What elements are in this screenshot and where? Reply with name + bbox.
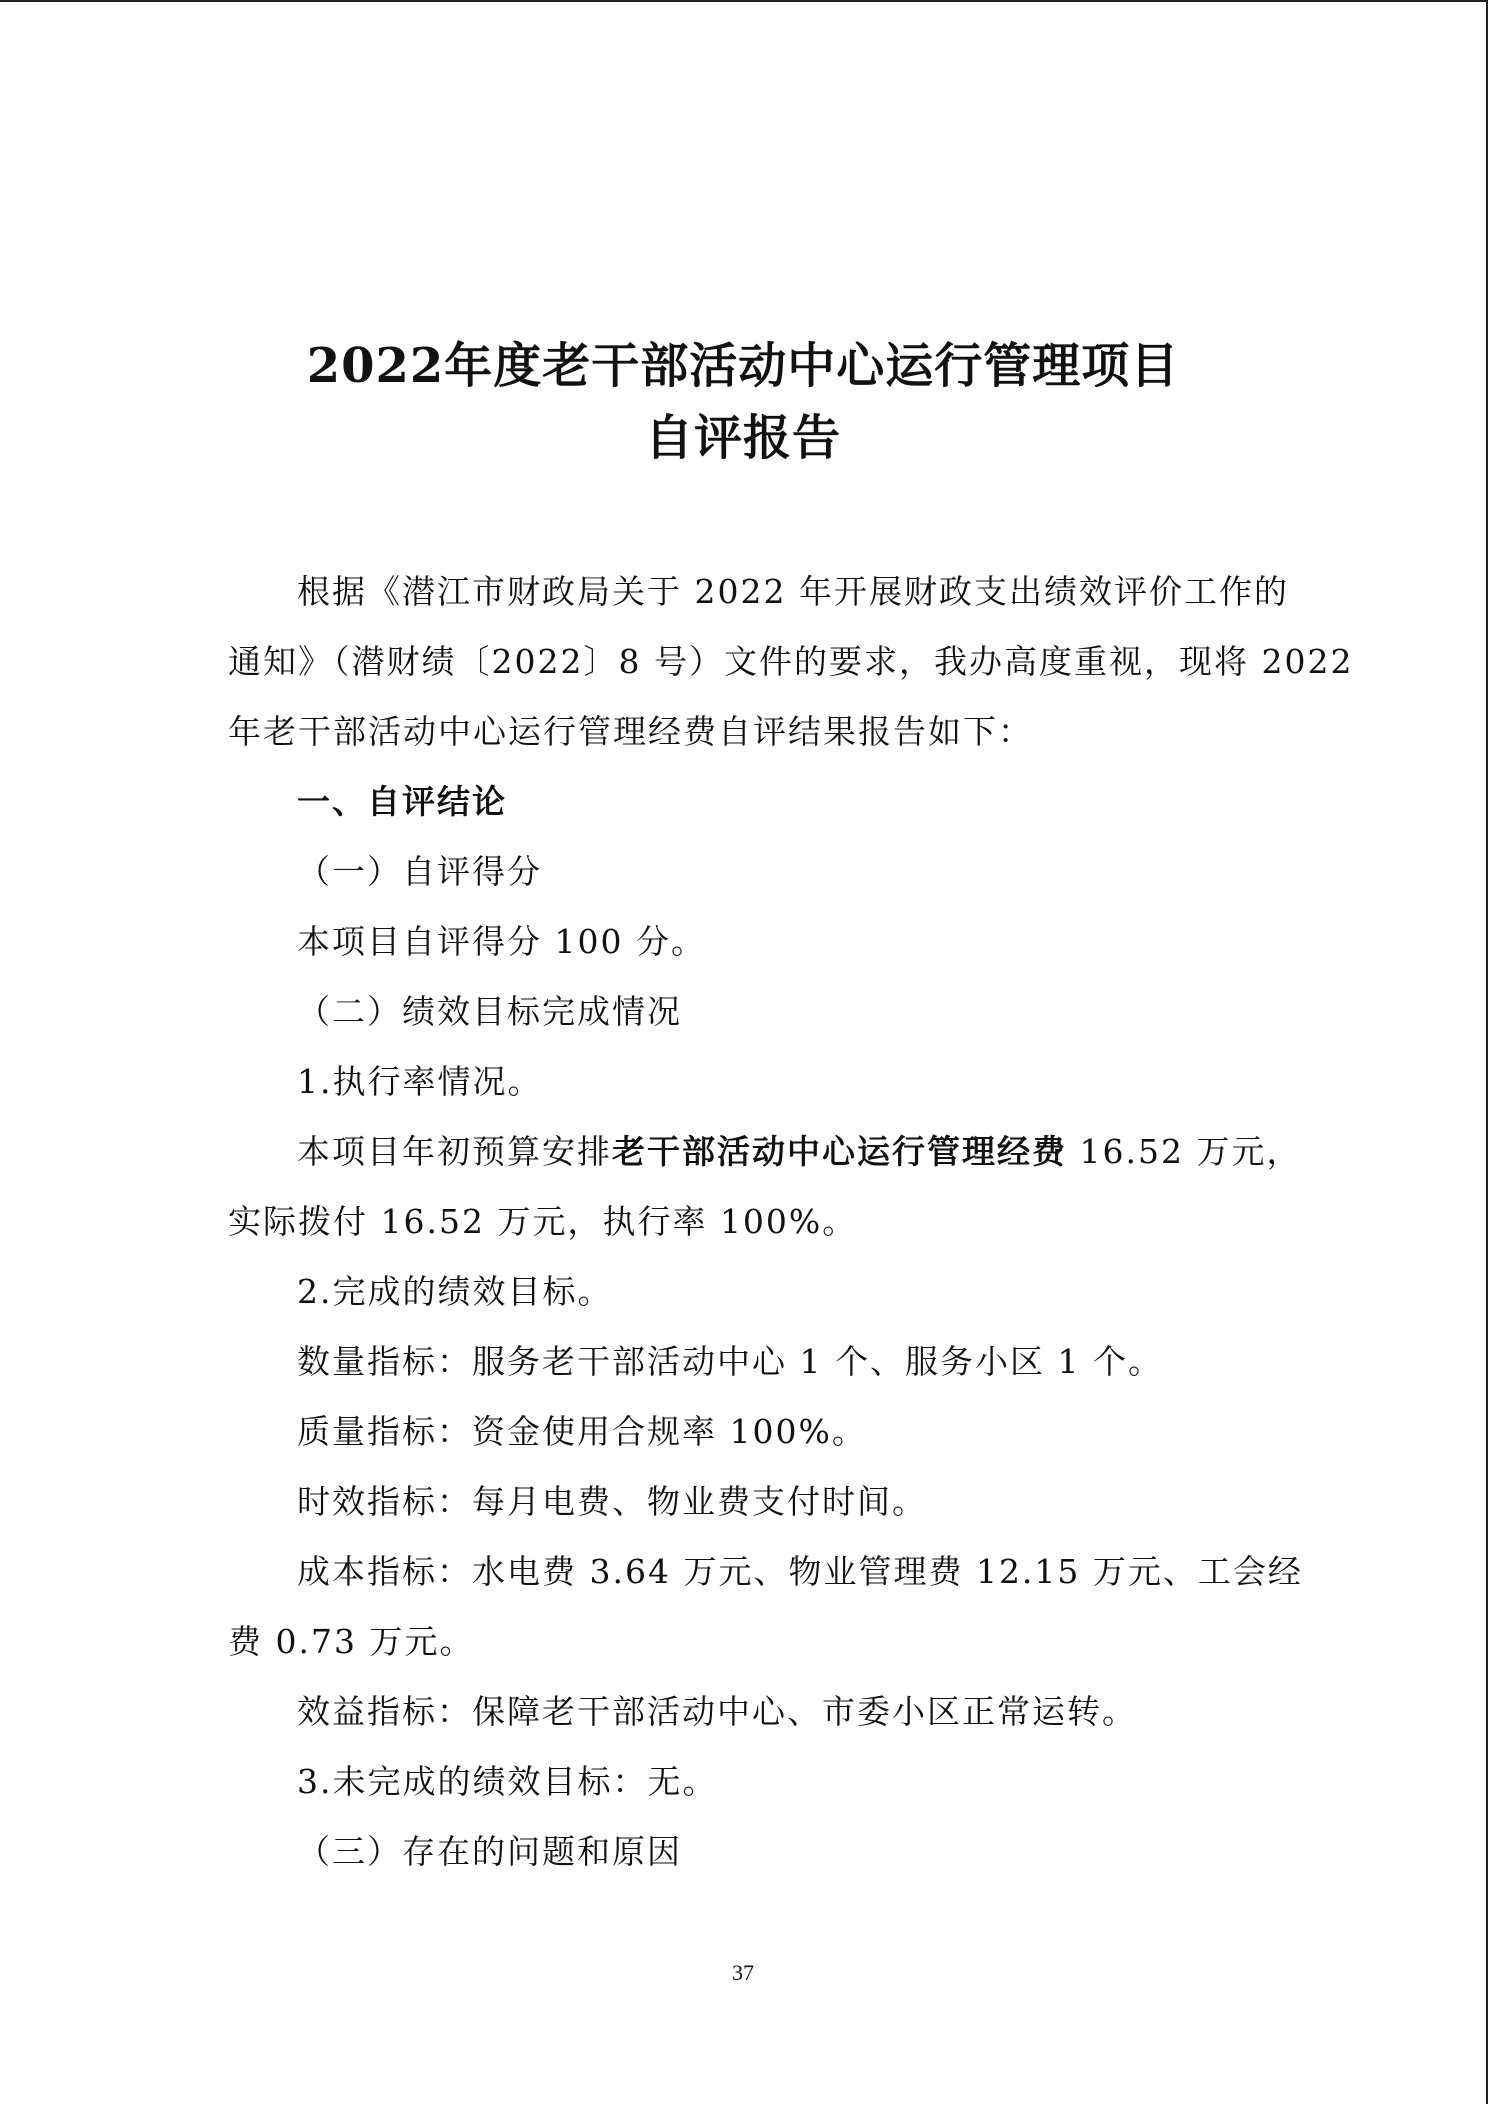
subsection-heading-problems: （三）存在的问题和原因 [297,1832,682,1871]
title-line-2: 自评报告 [644,410,841,466]
cost-indicator-line-1: 成本指标：水电费 3.64 万元、物业管理费 12.15 万元、工会经 [297,1552,1303,1591]
execution-amount: 16.52 万元， [1067,1132,1302,1171]
cost-indicator-line-2: 费 0.73 万元。 [228,1622,475,1661]
intro-paragraph-line-2: 通知》（潜财绩〔2022〕8 号）文件的要求，我办高度重视，现将 2022 [228,642,1354,681]
section-heading-conclusion: 一、自评结论 [297,782,507,821]
intro-paragraph-line-1: 根据《潜江市财政局关于 2022 年开展财政支出绩效评价工作的 [297,572,1289,611]
execution-line-1 [297,1132,1302,1171]
benefit-indicator: 效益指标：保障老干部活动中心、市委小区正常运转。 [297,1692,1137,1731]
page-number: 37 [732,1960,754,1985]
execution-line-2: 实际拨付 16.52 万元，执行率 100%。 [228,1202,858,1241]
subsection-heading-goals: （二）绩效目标完成情况 [297,992,682,1031]
quantity-indicator: 数量指标：服务老干部活动中心 1 个、服务小区 1 个。 [297,1342,1163,1381]
intro-paragraph-line-3: 年老干部活动中心运行管理经费自评结果报告如下： [228,712,1033,751]
execution-fund-name: 老干部活动中心运行管理经费 [612,1132,1067,1171]
score-text: 本项目自评得分 100 分。 [297,922,706,961]
item-heading-completed-goals: 2.完成的绩效目标。 [297,1272,613,1311]
timeliness-indicator: 时效指标：每月电费、物业费支付时间。 [297,1482,927,1521]
quality-indicator: 质量指标：资金使用合规率 100%。 [297,1412,867,1451]
item-uncompleted-goals: 3.未完成的绩效目标：无。 [297,1762,718,1801]
subsection-heading-score: （一）自评得分 [297,852,542,891]
item-heading-execution: 1.执行率情况。 [297,1062,543,1101]
title-line-1: 2022年度老干部活动中心运行管理项目 [306,338,1180,394]
execution-prefix: 本项目年初预算安排 [297,1132,612,1171]
